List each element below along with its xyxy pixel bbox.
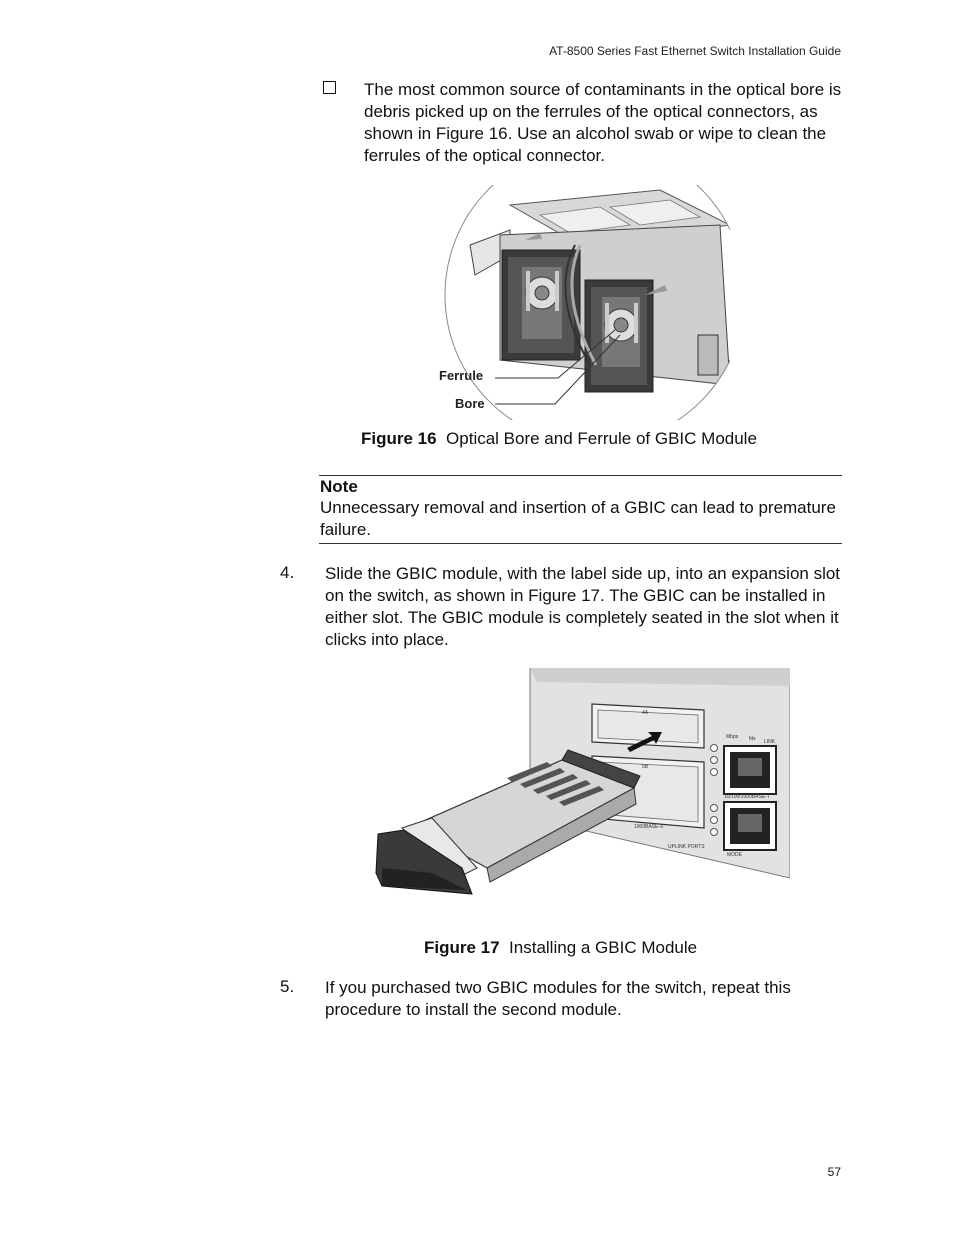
slot-b-label: 5B bbox=[642, 764, 649, 770]
figure-16-number: Figure 16 bbox=[361, 429, 437, 448]
page-number: 57 bbox=[827, 1165, 841, 1179]
slot-a-label: 4A bbox=[642, 710, 649, 716]
ethernet-label: 10/100/1000BASE-T bbox=[724, 794, 770, 800]
note-text: Unnecessary removal and insertion of a GBIC can lead to premature failure. bbox=[320, 498, 836, 539]
link-label: LINK bbox=[764, 739, 776, 745]
step-5-number: 5. bbox=[280, 977, 295, 996]
note-top-rule bbox=[319, 475, 842, 476]
bore-label: Bore bbox=[455, 396, 485, 411]
figure-17-title: Installing a GBIC Module bbox=[509, 938, 698, 957]
step-4-text: Slide the GBIC module, with the label side up, into an expansion slot on the switch, as shown in Figure 17. The GBIC can be installed in either slot. The GBIC module is completely seated in the slot when it clicks into place. bbox=[325, 564, 841, 649]
checkbox-bullet-icon bbox=[323, 81, 336, 94]
bullet-paragraph: The most common source of contaminants in the optical bore is debris picked up on the ferrules of the optical connectors, as shown in Figure 16. Use an alcohol swab or wipe to clean the ferrules of the optical connector. bbox=[364, 80, 842, 165]
gbic-label: 1000BASE-X bbox=[634, 824, 664, 830]
note-title: Note bbox=[320, 477, 358, 496]
fdx-label: fdx bbox=[749, 736, 756, 742]
figure-16-caption bbox=[361, 429, 757, 449]
figure-16-title: Optical Bore and Ferrule of GBIC Module bbox=[446, 429, 757, 448]
figure-17-number: Figure 17 bbox=[424, 938, 500, 957]
ferrule-label: Ferrule bbox=[439, 368, 484, 383]
figure-16-illustration bbox=[430, 185, 730, 420]
figure-17-illustration bbox=[372, 668, 790, 903]
mode-label: MODE bbox=[727, 852, 742, 858]
figure-17-caption bbox=[424, 938, 697, 958]
mbps-label: Mbps bbox=[726, 734, 739, 740]
step-5-text: If you purchased two GBIC modules for the switch, repeat this procedure to install the second module. bbox=[325, 978, 791, 1019]
running-header: AT-8500 Series Fast Ethernet Switch Installation Guide bbox=[549, 44, 841, 58]
step-4-number: 4. bbox=[280, 563, 295, 582]
uplink-label: UPLINK PORTS bbox=[668, 844, 705, 850]
note-bottom-rule bbox=[319, 543, 842, 544]
